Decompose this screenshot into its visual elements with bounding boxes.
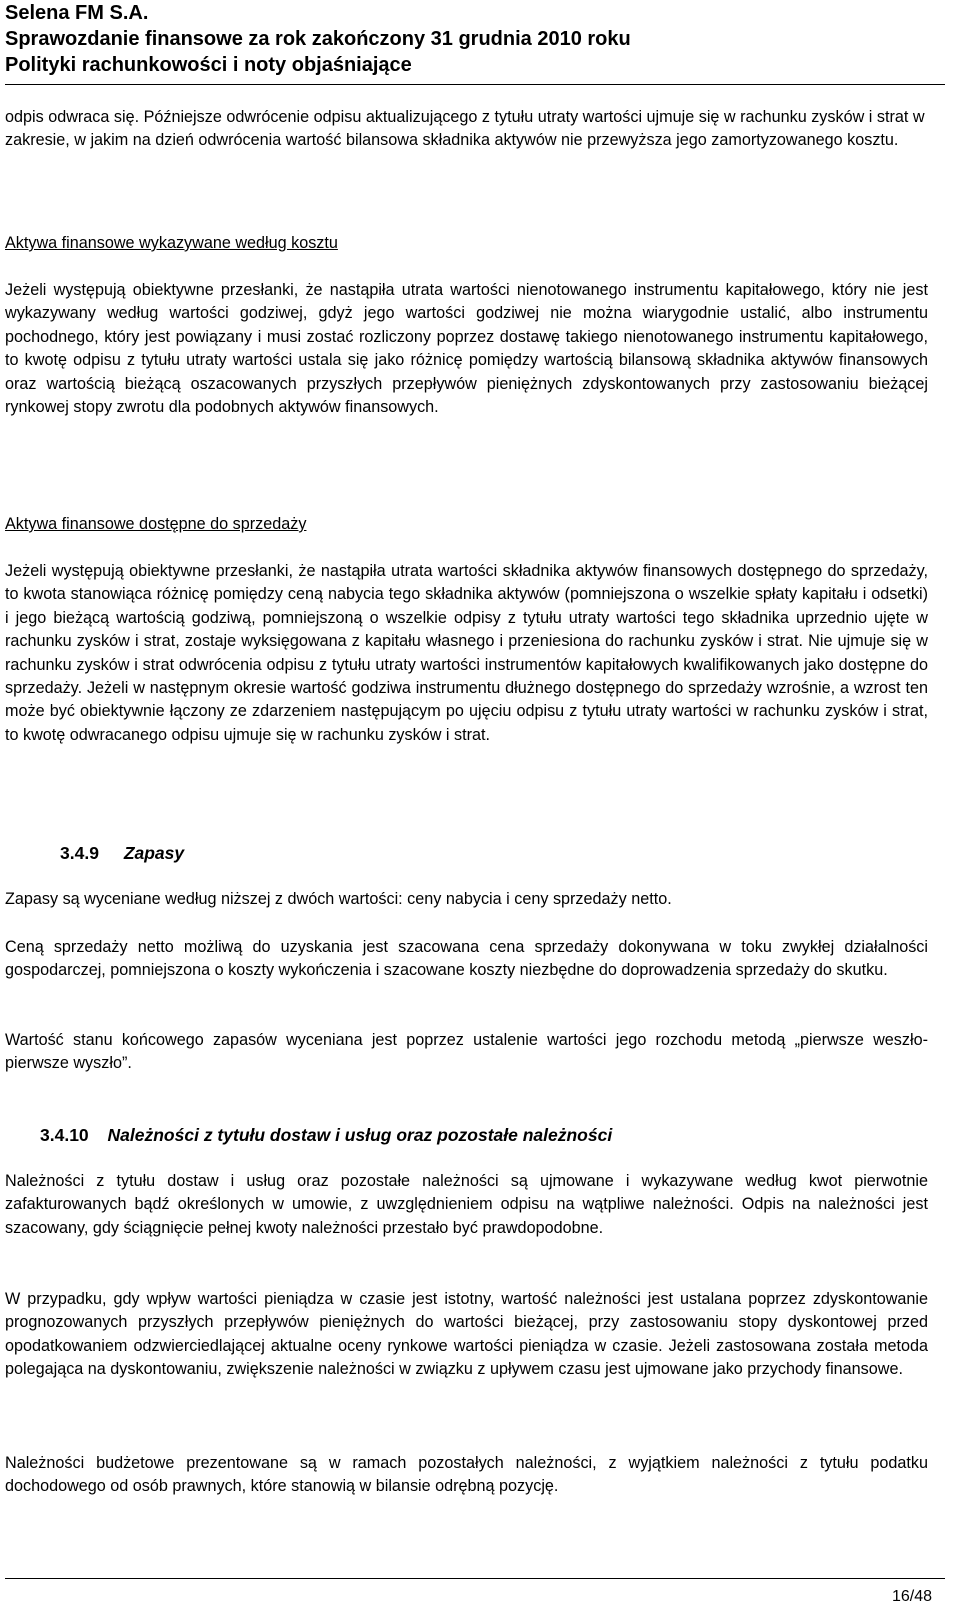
header-divider xyxy=(5,84,945,85)
section-title-receivables: Należności z tytułu dostaw i usług oraz pozostałe należności xyxy=(107,1125,613,1145)
paragraph-inventory-2: Ceną sprzedaży netto możliwą do uzyskania jest szacowana cena sprzedaży dokonywana w toku zwykłej działalności gospodarczej, pomniejszona o koszty wykończenia i szacowane koszty niezbędne do doprowadzenia sprzedaży do skutku. xyxy=(5,938,928,980)
section-heading-inventory xyxy=(60,842,184,864)
paragraph-intro: odpis odwraca się. Późniejsze odwrócenie odpisu aktualizującego z tytułu utraty wartości ujmuje się w rachunku zysków i strat w zakresie, w jakim na dzień odwrócenia wartość bilansowa składnika aktywów nie przewyższa jego zamortyzowanego kosztu. xyxy=(5,108,925,150)
report-title: Sprawozdanie finansowe za rok zakończony 31 grudnia 2010 roku xyxy=(5,28,631,50)
subheading-available-for-sale: Aktywa finansowe dostępne do sprzedaży xyxy=(5,515,307,533)
section-heading-receivables xyxy=(40,1124,612,1146)
page-header xyxy=(5,0,945,78)
paragraph-available-for-sale: Jeżeli występują obiektywne przesłanki, że nastąpiła utrata wartości składnika aktywów finansowych dostępnego do sprzedaży, to kwota stanowiąca różnicę pomiędzy ceną nabycia tego składnika aktywów (pomniejszona o wszelkie spłaty kapitału i odsetki) i jego bieżącą wartością godziwą, pomniejszoną o wszelkie odpisy z tytułu utraty wartości tego składnika uprzednio ujęte w rachunku zysków i strat, zostaje wyksięgowana z kapitału własnego i przeniesiona do rachunku zysków i strat. Nie ujmuje się w rachunku zysków i strat odwrócenia odpisu z tytułu utraty wartości instrumentów kapitałowych kwalifikowanych jako dostępne do sprzedaży. Jeżeli w następnym okresie wartość godziwa instrumentu dłużnego dostępnego do sprzedaży wzrośnie, a wzrost ten może być obiektywnie łączony ze zdarzeniem następującym po ujęciu odpisu z tytułu utraty wartości w rachunku zysków i strat, to kwotę odwracanego odpisu ujmuje się w rachunku zysków i strat. xyxy=(5,562,928,744)
paragraph-receivables-1: Należności z tytułu dostaw i usług oraz pozostałe należności są ujmowane i wykazywane według kwot pierwotnie zafakturowanych bądź określonych w umowie, z uwzględnieniem odpisu na wątpliwe należności. Odpis na należności jest szacowany, gdy ściągnięcie pełnej kwoty należności przestało być prawdopodobne. xyxy=(5,1172,928,1237)
paragraph-cost: Jeżeli występują obiektywne przesłanki, że nastąpiła utrata wartości nienotowanego instrumentu kapitałowego, który nie jest wykazywany według wartości godziwej, gdyż jego wartości godziwej nie można wiarygodnie ustalić, albo instrumentu pochodnego, który jest powiązany i musi zostać rozliczony poprzez dostawę takiego nienotowanego instrumentu kapitałowego, to kwotę odpisu z tytułu utraty wartości ustala się jako różnicę pomiędzy wartością bilansową składnika aktywów finansowych oraz wartością bieżącą oszacowanych przyszłych przepływów pieniężnych zdyskontowanych przy zastosowaniu bieżącej rynkowej stopy zwrotu dla podobnych aktywów finansowych. xyxy=(5,281,928,417)
page-number: 16/48 xyxy=(891,1588,932,1605)
section-title: Polityki rachunkowości i noty objaśniające xyxy=(5,54,412,76)
company-name: Selena FM S.A. xyxy=(5,2,149,24)
paragraph-inventory-1: Zapasy są wyceniane według niższej z dwóch wartości: ceny nabycia i ceny sprzedaży netto. xyxy=(5,890,672,908)
subheading-cost: Aktywa finansowe wykazywane według kosztu xyxy=(5,234,338,252)
paragraph-receivables-3: Należności budżetowe prezentowane są w ramach pozostałych należności, z wyjątkiem należności z tytułu podatku dochodowego od osób prawnych, które stanowią w bilansie odrębną pozycję. xyxy=(5,1454,928,1496)
paragraph-inventory-3: Wartość stanu końcowego zapasów wyceniana jest poprzez ustalenie wartości jego rozchodu metodą „pierwsze weszło-pierwsze wyszło”. xyxy=(5,1031,928,1073)
section-number: 3.4.10 xyxy=(40,1125,89,1145)
paragraph-receivables-2: W przypadku, gdy wpływ wartości pieniądza w czasie jest istotny, wartość należności jest ustalana poprzez zdyskontowanie prognozowanych przyszłych przepływów pieniężnych do wartości bieżącej, przy zastosowaniu stopy dyskontowej przed opodatkowaniem odzwierciedlającej aktualne oceny rynkowe wartości pieniądza w czasie. Jeżeli zastosowana została metoda polegająca na dyskontowaniu, zwiększenie należności w związku z upływem czasu jest ujmowane jako przychody finansowe. xyxy=(5,1290,928,1379)
footer-divider xyxy=(5,1578,945,1579)
section-title-inventory: Zapasy xyxy=(123,843,185,863)
section-number: 3.4.9 xyxy=(60,843,99,863)
